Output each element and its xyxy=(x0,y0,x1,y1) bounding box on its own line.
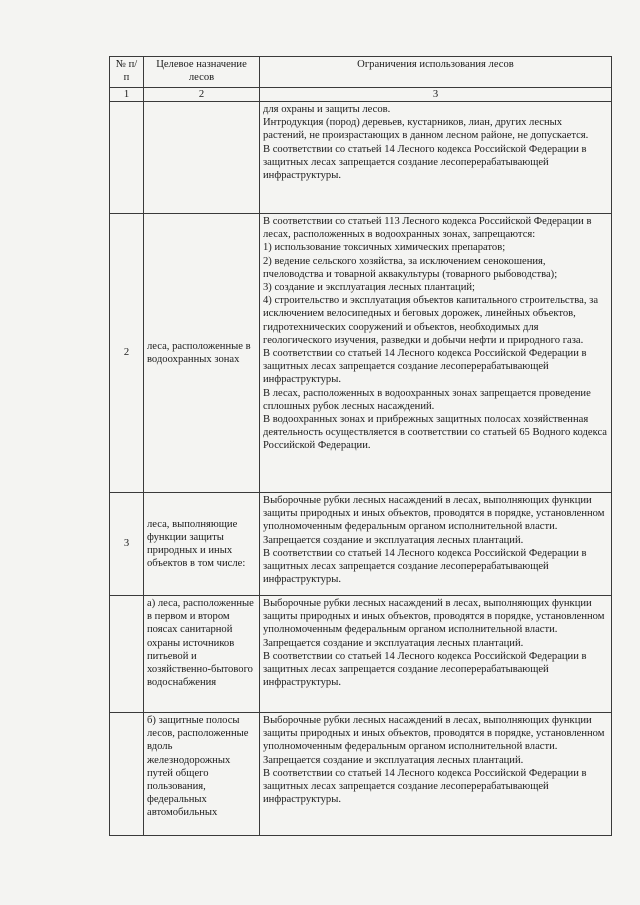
row-number xyxy=(110,102,144,214)
row-restrictions xyxy=(260,493,612,596)
row-restrictions xyxy=(260,713,612,836)
restriction-paragraph: 2) ведение сельского хозяйства, за исключением сенокошения, пчеловодства и товарной аквакультуры (товарного рыбоводства); xyxy=(263,255,558,280)
restriction-paragraph: 3) создание и эксплуатация лесных плантаций; xyxy=(263,282,475,294)
restriction-paragraph: Выборочные рубки лесных насаждений в лесах, выполняющих функции защиты природных и иных объектов, проводятся в порядке, установленном уполномоченным федеральным органом исполнительной власти. xyxy=(263,495,605,533)
restrictions-table xyxy=(109,56,612,836)
header-number: № п/п xyxy=(110,57,144,88)
restriction-paragraph: В водоохранных зонах и прибрежных защитных полосах хозяйственная деятельность осуществляется в соответствии со статьей 65 Водного кодекса Российской Федерации. xyxy=(263,414,608,452)
row-purpose: леса, выполняющие функции защиты природных и иных объектов в том числе: xyxy=(144,493,260,596)
restriction-paragraph: В соответствии со статьей 14 Лесного кодекса Российской Федерации в защитных лесах запрещается создание лесоперерабатывающей инфраструктуры. xyxy=(263,547,587,586)
row-number xyxy=(110,713,144,836)
column-number-3: 3 xyxy=(260,88,612,102)
column-number-1: 1 xyxy=(110,88,144,102)
row-number: 2 xyxy=(110,214,144,493)
restriction-paragraph: для охраны и защиты лесов. xyxy=(263,104,391,115)
restriction-paragraph: В соответствии со статьей 14 Лесного кодекса Российской Федерации в защитных лесах запрещается создание лесоперерабатывающей инфраструктуры. xyxy=(263,650,587,689)
row-purpose: а) леса, расположенные в первом и втором поясах санитарной охраны источников питьевой и хозяйственно-бытового водоснабжения xyxy=(144,596,260,713)
column-numbering-row xyxy=(110,88,612,102)
restriction-paragraph: Запрещается создание и эксплуатация лесных плантаций. xyxy=(263,637,524,649)
row-purpose xyxy=(144,102,260,214)
restriction-paragraph: 1) использование токсичных химических препаратов; xyxy=(263,242,506,254)
restriction-paragraph: В соответствии со статьей 14 Лесного кодекса Российской Федерации в защитных лесах запрещается создание лесоперерабатывающей инфраструктуры. xyxy=(263,767,587,806)
restriction-paragraph: Интродукция (пород) деревьев, кустарников, лиан, других лесных растений, не произрастающих в данном лесном районе, не допускается. xyxy=(263,117,589,142)
restriction-paragraph: В соответствии со статьей 113 Лесного кодекса Российской Федерации в лесах, расположенных в водоохранных зонах, запрещаются: xyxy=(263,216,592,241)
restriction-paragraph: Запрещается создание и эксплуатация лесных плантаций. xyxy=(263,754,524,766)
restriction-paragraph: Выборочные рубки лесных насаждений в лесах, выполняющих функции защиты природных и иных объектов, проводятся в порядке, установленном уполномоченным федеральным органом исполнительной власти. xyxy=(263,598,605,636)
restriction-paragraph: Запрещается создание и эксплуатация лесных плантаций. xyxy=(263,534,524,546)
row-purpose: б) защитные полосы лесов, расположенные вдоль железнодорожных путей общего пользования, федеральных автомобильных xyxy=(144,713,260,836)
restriction-paragraph: В соответствии со статьей 14 Лесного кодекса Российской Федерации в защитных лесах запрещается создание лесоперерабатывающей инфраструктуры. xyxy=(263,143,587,182)
row-restrictions xyxy=(260,596,612,713)
row-number: 3 xyxy=(110,493,144,596)
table-row xyxy=(110,596,612,713)
row-restrictions xyxy=(260,214,612,493)
header-restrictions: Ограничения использования лесов xyxy=(260,57,612,88)
row-number xyxy=(110,596,144,713)
restriction-paragraph: В соответствии со статьей 14 Лесного кодекса Российской Федерации в защитных лесах запрещается создание лесоперерабатывающей инфраструктуры. xyxy=(263,348,587,386)
table-row xyxy=(110,214,612,493)
restriction-paragraph: 4) строительство и эксплуатация объектов капитального строительства, за исключением велосипедных и беговых дорожек, линейных объектов, гидротехнических сооружений и объектов, необходимых для геологического изучения, разведки и добычи нефти и природного газа. xyxy=(263,295,599,346)
restriction-paragraph: В лесах, расположенных в водоохранных зонах запрещается проведение сплошных рубок лесных насаждений. xyxy=(263,387,591,412)
table-row xyxy=(110,713,612,836)
table-row xyxy=(110,493,612,596)
column-number-2: 2 xyxy=(144,88,260,102)
header-purpose: Целевое назначение лесов xyxy=(144,57,260,88)
row-purpose: леса, расположенные в водоохранных зонах xyxy=(144,214,260,493)
table-row xyxy=(110,102,612,214)
row-restrictions xyxy=(260,102,612,214)
table-header-row xyxy=(110,57,612,88)
restriction-paragraph: Выборочные рубки лесных насаждений в лесах, выполняющих функции защиты природных и иных объектов, проводятся в порядке, установленном уполномоченным федеральным органом исполнительной власти. xyxy=(263,715,605,753)
